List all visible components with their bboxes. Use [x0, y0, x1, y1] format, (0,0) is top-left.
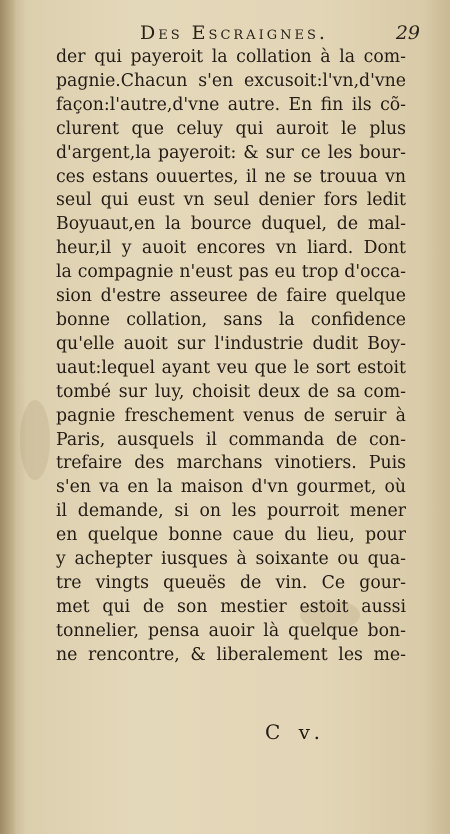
text-line: heur,il y auoit encores vn liard. Dont	[56, 238, 406, 259]
text-line: en quelque bonne caue du lieu, pour	[56, 525, 406, 546]
running-head: Des Escraignes.	[140, 22, 328, 44]
text-line: bonne collation, sans la confidence	[56, 309, 406, 330]
text-line: d'argent,la payeroit: & sur ce les bour-	[56, 142, 406, 163]
text-line: tre vingts queuës de vin. Ce gour-	[56, 572, 406, 593]
text-line: Boyuaut,en la bource duquel, de mal-	[56, 214, 406, 235]
text-line: tonnelier, pensa auoir là quelque bon-	[56, 620, 406, 641]
page-number: 29	[395, 22, 420, 44]
text-line: trefaire des marchans vinotiers. Puis	[56, 453, 406, 474]
text-line: façon:l'autre,d'vne autre. En fin ils cõ-	[56, 94, 406, 115]
text-line: sion d'estre asseuree de faire quelque	[56, 286, 406, 307]
text-line: il demande, si on les pourroit mener	[56, 501, 406, 522]
text-line: met qui de son mestier estoit aussi	[56, 596, 406, 617]
text-line: la compagnie n'eust pas eu trop d'occa-	[56, 262, 406, 283]
stain	[20, 400, 50, 480]
text-line: seul qui eust vn seul denier fors ledit	[56, 190, 406, 211]
text-line: pagnie.Chacun s'en excusoit:l'vn,d'vne	[56, 70, 406, 91]
text-line: s'en va en la maison d'vn gourmet, où	[56, 477, 406, 498]
body-text	[56, 46, 406, 668]
text-line: y achepter iusques à soixante ou qua-	[56, 549, 406, 570]
page-gutter	[0, 0, 16, 834]
text-line: uaut:lequel ayant veu que le sort estoit	[56, 357, 406, 378]
text-line: ne rencontre, & liberalement les me-	[56, 644, 406, 665]
text-line: der qui payeroit la collation à la com-	[56, 47, 406, 67]
page-header	[60, 22, 420, 46]
signature-mark: C v.	[265, 720, 326, 744]
text-line: tombé sur luy, choisit deux de sa com-	[56, 381, 406, 402]
text-line: Paris, ausquels il commanda de con-	[56, 429, 406, 450]
text-line: pagnie freschement venus de seruir à	[56, 405, 406, 426]
text-line: clurent que celuy qui auroit le plus	[56, 118, 406, 139]
text-line: qu'elle auoit sur l'industrie dudit Boy-	[56, 333, 406, 354]
text-line: ces estans ouuertes, il ne se trouua vn	[56, 166, 406, 187]
